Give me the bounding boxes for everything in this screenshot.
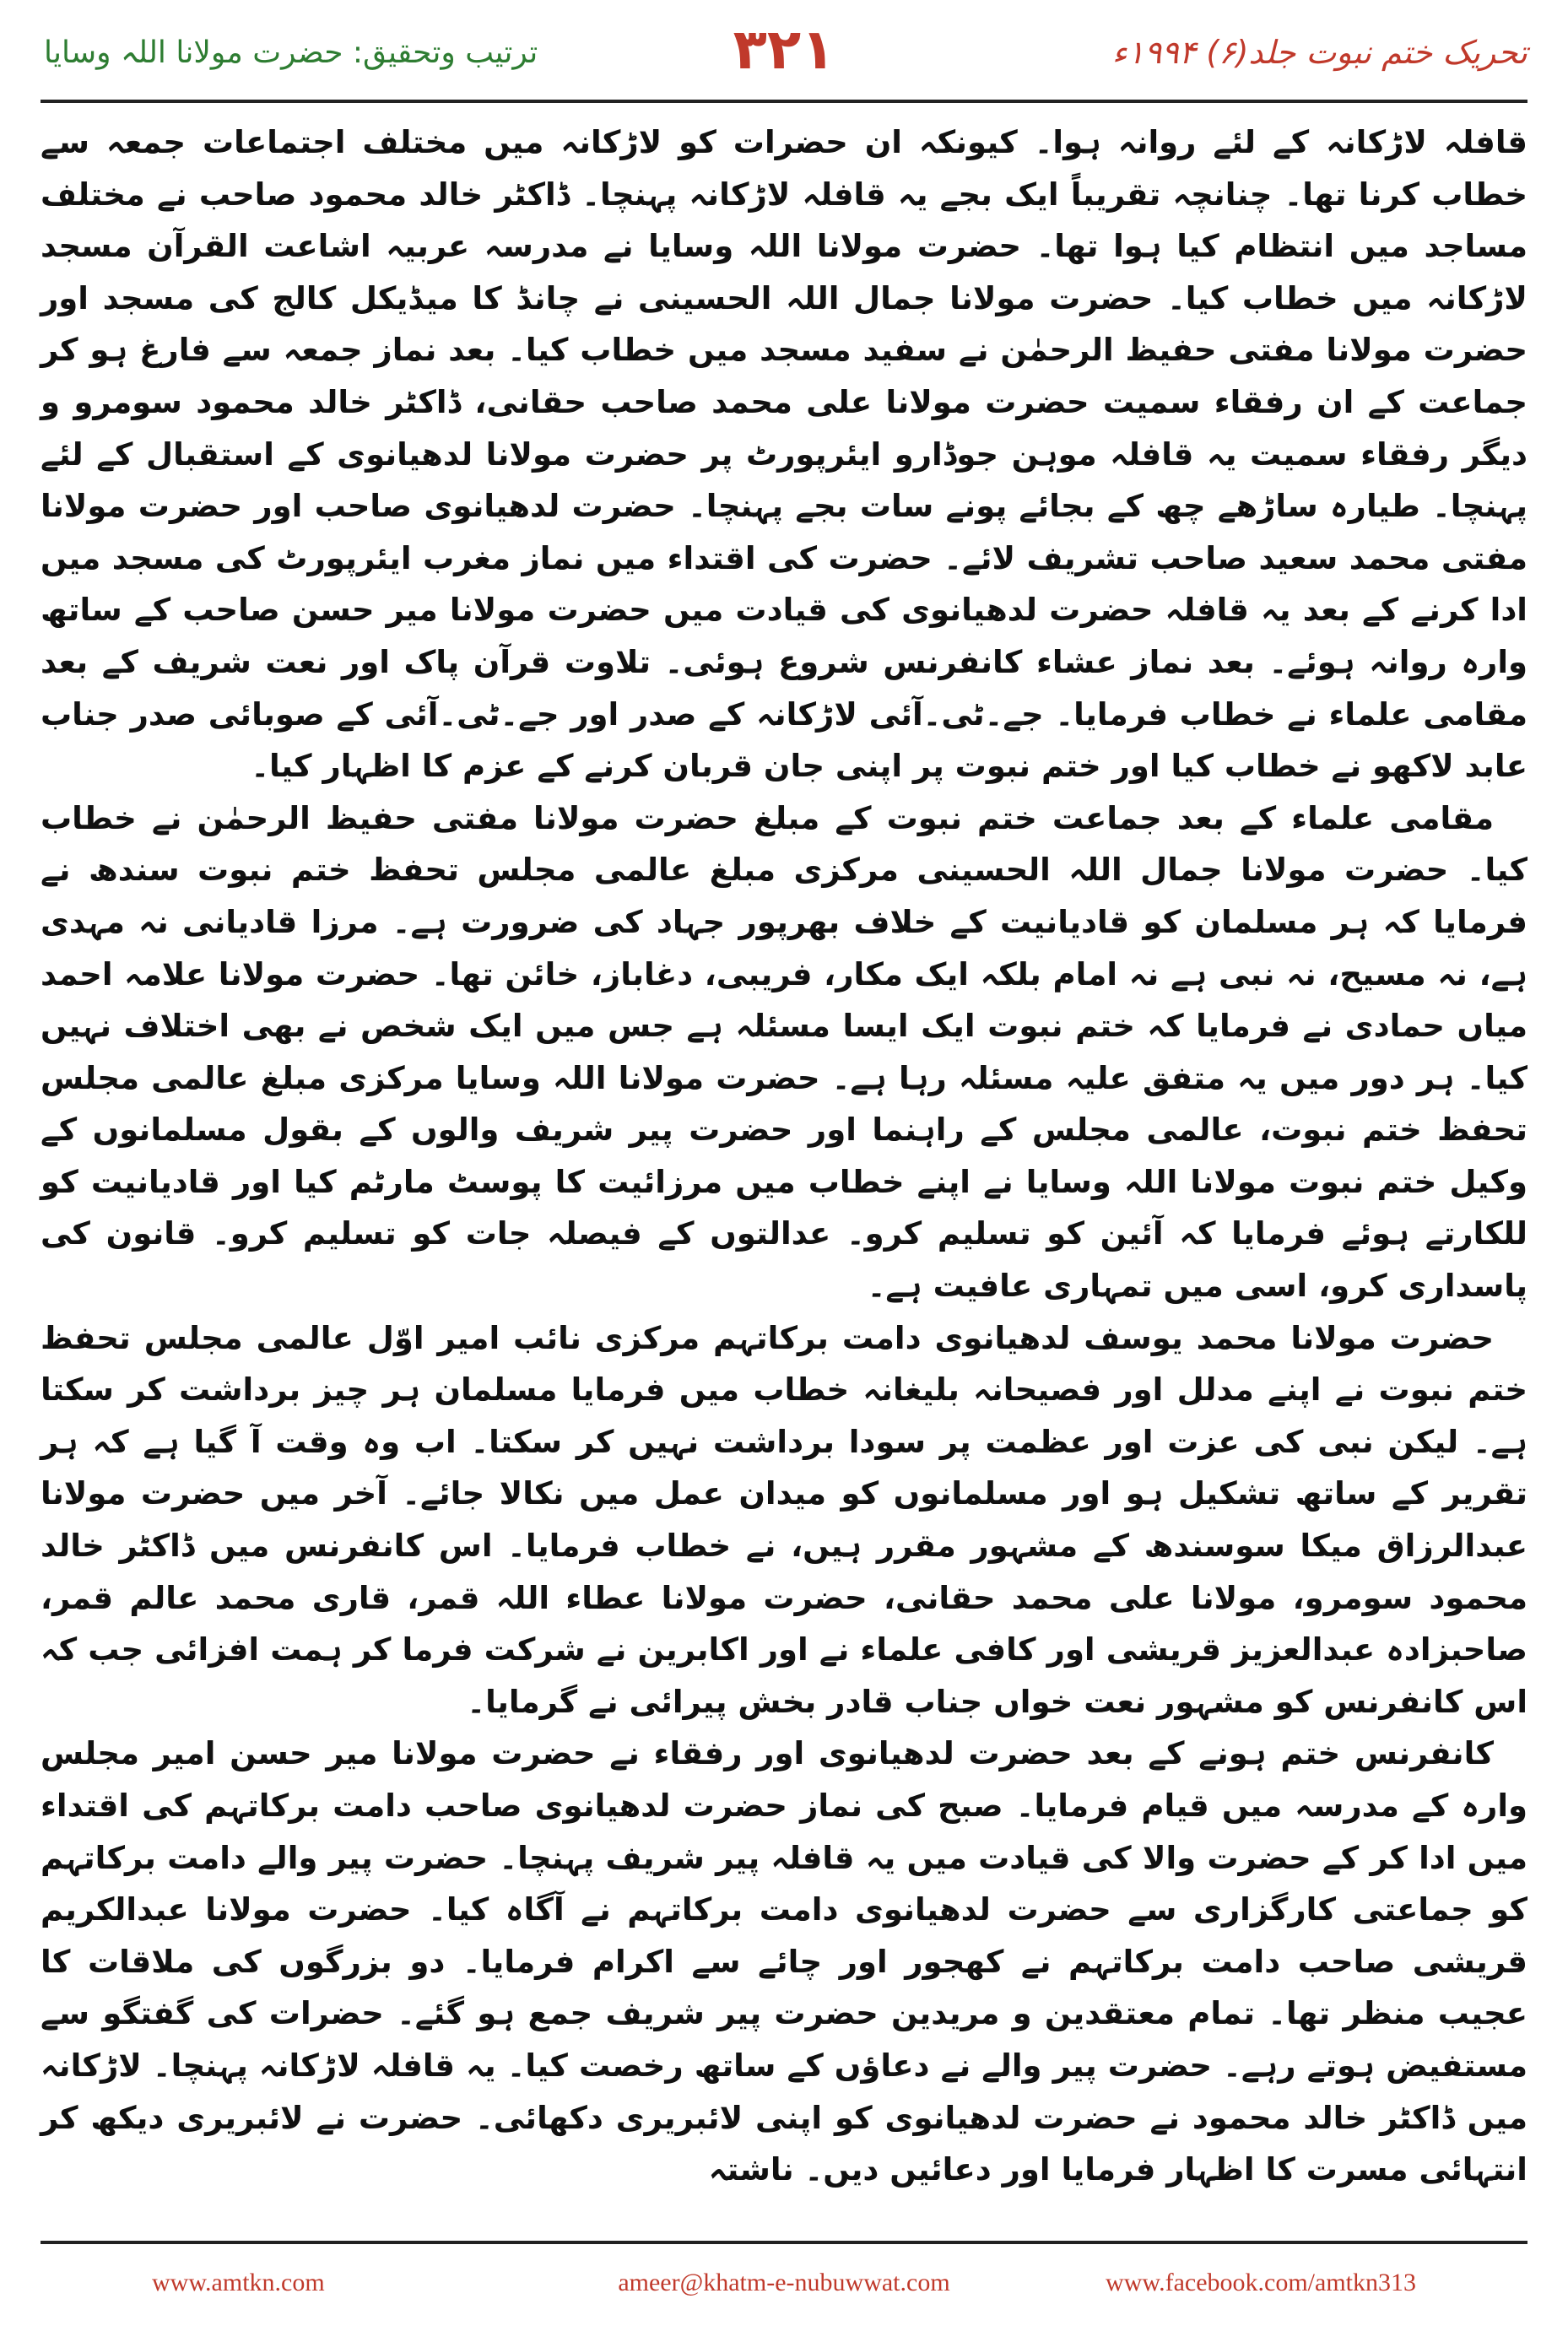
- compiler-credit: ترتیب وتحقیق: حضرت مولانا اللہ وسایا: [44, 35, 538, 70]
- header-divider: [41, 100, 1527, 103]
- paragraph-3: حضرت مولانا محمد یوسف لدھیانوی دامت برکاتہم مرکزی نائب امیر اوّل عالمی مجلس تحفظ ختم نبوت نے اپنے مدلل اور فصیحانہ بلیغانہ خطاب میں فرمایا مسلمان ہر چیز برداشت کر سکتا ہے۔ لیکن نبی کی عزت اور عظمت پر سودا برداشت نہیں کر سکتا۔ اب وہ وقت آ گیا ہے کہ ہر تقریر کے ساتھ تشکیل ہو اور مسلمانوں کو میدان عمل میں نکالا جائے۔ آخر میں حضرت مولانا عبدالرزاق میکا سوسندھ کے مشہور مقرر ہیں، نے خطاب فرمایا۔ اس کانفرنس میں ڈاکٹر خالد محمود سومرو، مولانا علی محمد حقانی، حضرت مولانا عطاء اللہ قمر، قاری محمد عالم قمر، صاحبزادہ عبدالعزیز قریشی اور کافی علماء نے اور اکابرین نے شرکت فرما کر ہمت افزائی جب کہ اس کانفرنس کو مشہور نعت خواں جناب قادر بخش پیرائی نے گرمایا۔: [41, 1319, 1527, 1720]
- page-footer: [0, 2269, 1568, 2306]
- facebook-link[interactable]: www.facebook.com/amtkn313: [1106, 2269, 1416, 2296]
- footer-divider: [41, 2241, 1527, 2244]
- paragraph-2: مقامی علماء کے بعد جماعت ختم نبوت کے مبلغ حضرت مولانا مفتی حفیظ الرحمٰن نے خطاب کیا۔ حضرت مولانا جمال اللہ الحسینی مرکزی مبلغ عالمی مجلس تحفظ ختم نبوت سندھ نے فرمایا کہ ہر مسلمان کو قادیانیت کے خلاف بھرپور جہاد کی ضرورت ہے۔ مرزا قادیانی نہ مہدی ہے، نہ مسیح، نہ نبی ہے نہ امام بلکہ ایک مکار، فریبی، دغاباز، خائن تھا۔ حضرت مولانا علامہ احمد میاں حمادی نے فرمایا کہ ختم نبوت ایک ایسا مسئلہ ہے جس میں ایک شخص نے بھی اختلاف نہیں کیا۔ ہر دور میں یہ متفق علیہ مسئلہ رہا ہے۔ حضرت مولانا اللہ وسایا مرکزی مبلغ عالمی مجلس تحفظ ختم نبوت، عالمی مجلس کے راہنما اور حضرت پیر شریف والوں کے بقول مسلمانوں کے وکیل ختم نبوت مولانا اللہ وسایا نے اپنے خطاب میں مرزائیت کا پوسٹ مارٹم کیا اور قادیانیت کو للکارتے ہوئے فرمایا کہ آئین کو تسلیم کرو۔ عدالتوں کے فیصلہ جات کو تسلیم کرو۔ قانون کی پاسداری کرو، اسی میں تمہاری عافیت ہے۔: [41, 799, 1527, 1305]
- page-body: [41, 116, 1527, 2196]
- paragraph-4: کانفرنس ختم ہونے کے بعد حضرت لدھیانوی اور رفقاء نے حضرت مولانا میر حسن امیر مجلس وارہ کے مدرسہ میں قیام فرمایا۔ صبح کی نماز حضرت لدھیانوی صاحب دامت برکاتہم کی اقتداء میں ادا کر کے حضرت والا کی قیادت میں یہ قافلہ پیر شریف پہنچا۔ حضرت پیر والے دامت برکاتہم کو جماعتی کارگزاری سے حضرت لدھیانوی دامت برکاتہم نے آگاہ کیا۔ حضرت مولانا عبدالکریم قریشی صاحب دامت برکاتہم نے کھجور اور چائے سے اکرام فرمایا۔ دو بزرگوں کی ملاقات کا عجیب منظر تھا۔ تمام معتقدین و مریدین حضرت پیر شریف جمع ہو گئے۔ حضرات کی گفتگو سے مستفیض ہوتے رہے۔ حضرت پیر والے نے دعاؤں کے ساتھ رخصت کیا۔ یہ قافلہ لاڑکانہ پہنچا۔ لاڑکانہ میں ڈاکٹر خالد محمود نے حضرت لدھیانوی کو اپنی لائبریری دکھائی۔ حضرت نے لائبریری دیکھ کر انتہائی مسرت کا اظہار فرمایا اور دعائیں دیں۔ ناشتہ: [41, 1735, 1527, 2188]
- email-link[interactable]: ameer@khatm-e-nubuwwat.com: [618, 2269, 950, 2296]
- paragraph-1: قافلہ لاڑکانہ کے لئے روانہ ہوا۔ کیونکہ ان حضرات کو لاڑکانہ میں مختلف اجتماعات جمعہ سے خطاب کرنا تھا۔ چنانچہ تقریباً ایک بجے یہ قافلہ لاڑکانہ پہنچا۔ ڈاکٹر خالد محمود صاحب نے مختلف مساجد میں انتظام کیا ہوا تھا۔ حضرت مولانا اللہ وسایا نے مدرسہ عربیہ اشاعت القرآن مسجد لاڑکانہ میں خطاب کیا۔ حضرت مولانا جمال اللہ الحسینی نے چانڈ کا میڈیکل کالج کی مسجد اور حضرت مولانا مفتی حفیظ الرحمٰن نے سفید مسجد میں خطاب کیا۔ بعد نماز جمعہ سے فارغ ہو کر جماعت کے ان رفقاء سمیت حضرت مولانا علی محمد صاحب حقانی، ڈاکٹر خالد محمود سومرو و دیگر رفقاء سمیت یہ قافلہ موہن جوڈارو ایئرپورٹ پر حضرت مولانا لدھیانوی کے استقبال کے لئے پہنچا۔ طیارہ ساڑھے چھ کے بجائے پونے سات بجے پہنچا۔ حضرت لدھیانوی صاحب اور حضرت مولانا مفتی محمد سعید صاحب تشریف لائے۔ حضرت کی اقتداء میں نماز مغرب ایئرپورٹ کی مسجد میں ادا کرنے کے بعد یہ قافلہ حضرت لدھیانوی کی قیادت میں حضرت مولانا میر حسن صاحب کے ساتھ وارہ روانہ ہوئے۔ بعد نماز عشاء کانفرنس شروع ہوئی۔ تلاوت قرآن پاک اور نعت شریف کے بعد مقامی علماء نے خطاب فرمایا۔ جے۔ٹی۔آئی لاڑکانہ کے صدر اور جے۔ٹی۔آئی کے صوبائی صدر جناب عابد لاکھو نے خطاب کیا اور ختم نبوت پر اپنی جان قربان کرنے کے عزم کا اظہار کیا۔: [41, 124, 1528, 785]
- page-number: ۳۲۱: [733, 17, 835, 82]
- website-link[interactable]: www.amtkn.com: [152, 2269, 325, 2296]
- book-title: تحریک ختم نبوت جلد(۶) ۱۹۹۴ء: [1111, 34, 1527, 71]
- page-header: [0, 0, 1568, 105]
